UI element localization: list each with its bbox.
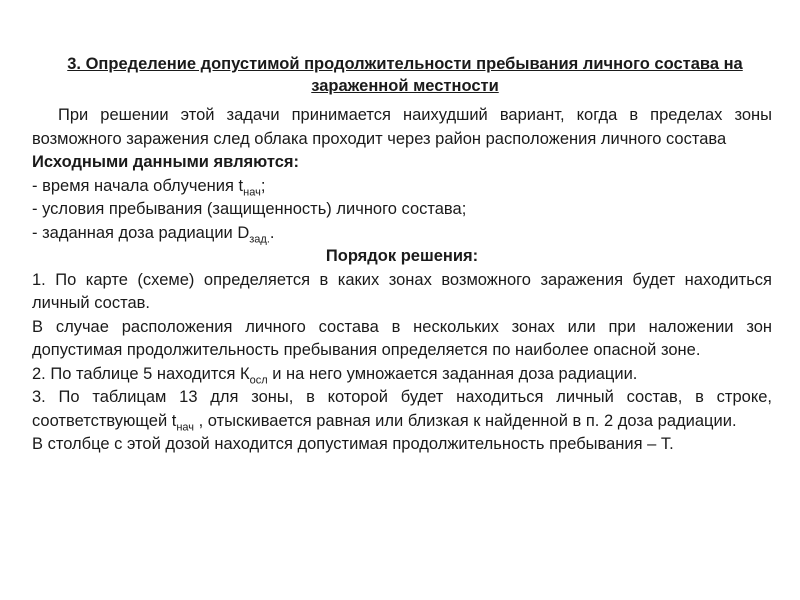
step-2: 2. По таблице 5 находится $К_{осл}$ и на него умножается заданная доза радиации. bbox=[32, 364, 638, 386]
page-title: 3. Определение допустимой продолжительности пребывания личного состава на зараженной местности bbox=[67, 55, 743, 95]
step-3: 3. По таблицам 13 для зоны, в которой будет находиться личный состав, в строке, соответствующей $t_{нач}$ , отыскивается равная или близкая к найденной в п. 2 доза радиации. bbox=[32, 388, 772, 433]
initial-item-dose: - заданная доза радиации $D_{зад.}$. bbox=[32, 223, 275, 245]
procedure-heading: Порядок решения: bbox=[325, 247, 479, 265]
final-paragraph: В столбце с этой дозой находится допустимая продолжительность пребывания – Т. bbox=[32, 435, 674, 453]
step-1: 1. По карте (схеме) определяется в каких зонах возможного заражения будет находиться личный состав. bbox=[32, 270, 772, 312]
initial-item-time: - время начала облучения $t_{нач}$; bbox=[32, 176, 266, 198]
intro-paragraph: При решении этой задачи принимается наихудший вариант, когда в пределах зоны возможного заражения след облака проходит через район расположения личного состава bbox=[32, 106, 772, 148]
initial-item-conditions: - условия пребывания (защищенность) личного состава; bbox=[32, 200, 467, 218]
initial-data-heading: Исходными данными являются: bbox=[32, 153, 300, 171]
step-1-note: В случае расположения личного состава в нескольких зонах или при наложении зон допустимая продолжительность пребывания определяется по наиболее опасной зоне. bbox=[32, 317, 772, 359]
content-body bbox=[32, 104, 772, 457]
